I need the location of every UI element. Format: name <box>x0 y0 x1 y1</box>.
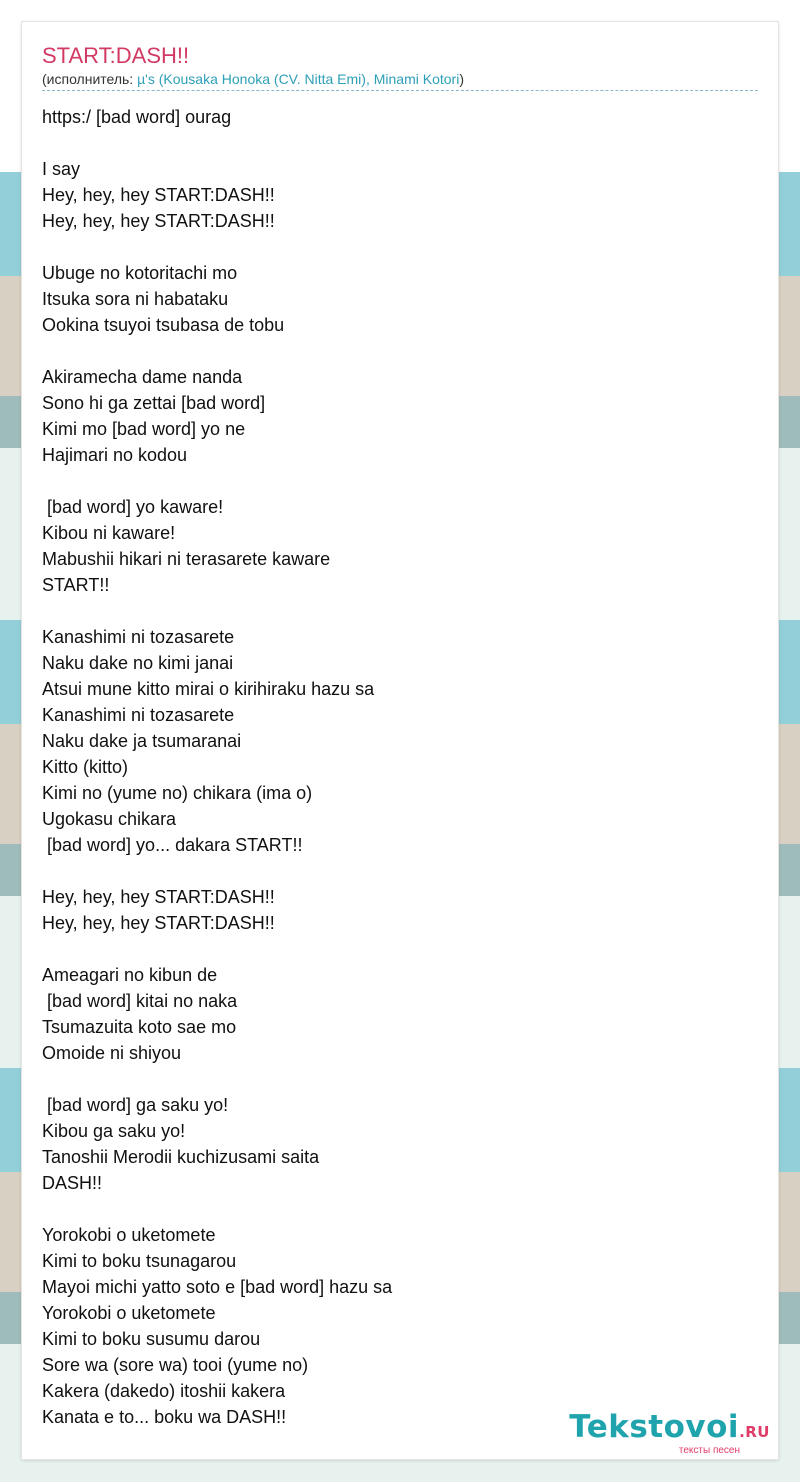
lyric-line: Kakera (dakedo) itoshii kakera <box>42 1381 286 1401</box>
lyric-line: Mabushii hikari ni terasarete kaware <box>42 549 331 569</box>
lyric-line: Omoide ni shiyou <box>42 1043 182 1063</box>
lyric-line: Kibou ni kaware! <box>42 523 176 543</box>
song-header <box>42 42 758 91</box>
lyric-line <box>42 1196 742 1222</box>
lyric-line <box>42 1066 742 1092</box>
lyric-line: Yorokobi o uketomete <box>42 1303 216 1323</box>
lyric-line <box>42 936 742 962</box>
lyric-line: Ugokasu chikara <box>42 809 177 829</box>
lyrics-card <box>22 22 778 1459</box>
lyric-line <box>42 130 742 156</box>
lyric-line <box>42 598 742 624</box>
lyric-line: Kimi to boku tsunagarou <box>42 1251 237 1271</box>
lyric-line: Kanata e to... boku wa DASH!! <box>42 1407 287 1427</box>
lyric-line: START!! <box>42 575 110 595</box>
lyric-line: DASH!! <box>42 1173 103 1193</box>
lyric-line: Hey, hey, hey START:DASH!! <box>42 887 275 907</box>
lyric-line: Kitto (kitto) <box>42 757 129 777</box>
lyric-line: Hajimari no kodou <box>42 445 188 465</box>
artist-suffix: ) <box>459 71 464 87</box>
lyric-line: Ameagari no kibun de <box>42 965 218 985</box>
lyric-line: Itsuka sora ni habataku <box>42 289 229 309</box>
lyric-line: Akiramecha dame nanda <box>42 367 243 387</box>
lyric-line: Kimi mo [bad word] yo ne <box>42 419 246 439</box>
lyric-line: Sono hi ga zettai [bad word] <box>42 393 266 413</box>
lyric-line: Kanashimi ni tozasarete <box>42 705 235 725</box>
artist-prefix: (исполнитель: <box>42 71 138 87</box>
lyric-line: Naku dake no kimi janai <box>42 653 234 673</box>
site-logo[interactable] <box>569 1410 770 1457</box>
lyric-line: Atsui mune kitto mirai o kirihiraku hazu sa <box>42 679 375 699</box>
logo-name: Tekstovoi <box>569 1409 740 1445</box>
logo-tagline: тексты песен <box>678 1445 740 1456</box>
lyric-line: Kimi no (yume no) chikara (ima o) <box>42 783 313 803</box>
lyric-line: Yorokobi o uketomete <box>42 1225 216 1245</box>
song-title: START:DASH!! <box>42 43 190 68</box>
lyric-line: Sore wa (sore wa) tooi (yume no) <box>42 1355 309 1375</box>
lyric-line: Kanashimi ni tozasarete <box>42 627 235 647</box>
lyric-line: Ubuge no kotoritachi mo <box>42 263 238 283</box>
artist-line <box>42 70 758 91</box>
lyric-line: [bad word] kitai no naka <box>42 991 238 1011</box>
lyric-line <box>42 468 742 494</box>
logo-tld: .RU <box>739 1423 770 1441</box>
lyrics-text <box>42 104 742 1430</box>
lyric-line: https:/ [bad word] ourag <box>42 107 232 127</box>
lyric-line: [bad word] yo kaware! <box>42 497 224 517</box>
lyric-line: [bad word] yo... dakara START!! <box>42 835 303 855</box>
artist-link[interactable]: µ's (Kousaka Honoka (CV. Nitta Emi), Minami Kotori <box>137 71 460 87</box>
lyric-line <box>42 858 742 884</box>
lyric-line: Tanoshii Merodii kuchizusami saita <box>42 1147 320 1167</box>
lyric-line: Hey, hey, hey START:DASH!! <box>42 185 275 205</box>
lyric-line: Kimi to boku susumu darou <box>42 1329 261 1349</box>
lyric-line: Naku dake ja tsumaranai <box>42 731 242 751</box>
lyric-line: Mayoi michi yatto soto e [bad word] hazu sa <box>42 1277 393 1297</box>
lyric-line: Hey, hey, hey START:DASH!! <box>42 211 275 231</box>
lyric-line: Tsumazuita koto sae mo <box>42 1017 237 1037</box>
lyric-line: Kibou ga saku yo! <box>42 1121 186 1141</box>
lyric-line: Ookina tsuyoi tsubasa de tobu <box>42 315 285 335</box>
lyric-line <box>42 338 742 364</box>
lyric-line: [bad word] ga saku yo! <box>42 1095 229 1115</box>
lyric-line: I say <box>42 159 81 179</box>
lyric-line <box>42 234 742 260</box>
lyric-line: Hey, hey, hey START:DASH!! <box>42 913 275 933</box>
